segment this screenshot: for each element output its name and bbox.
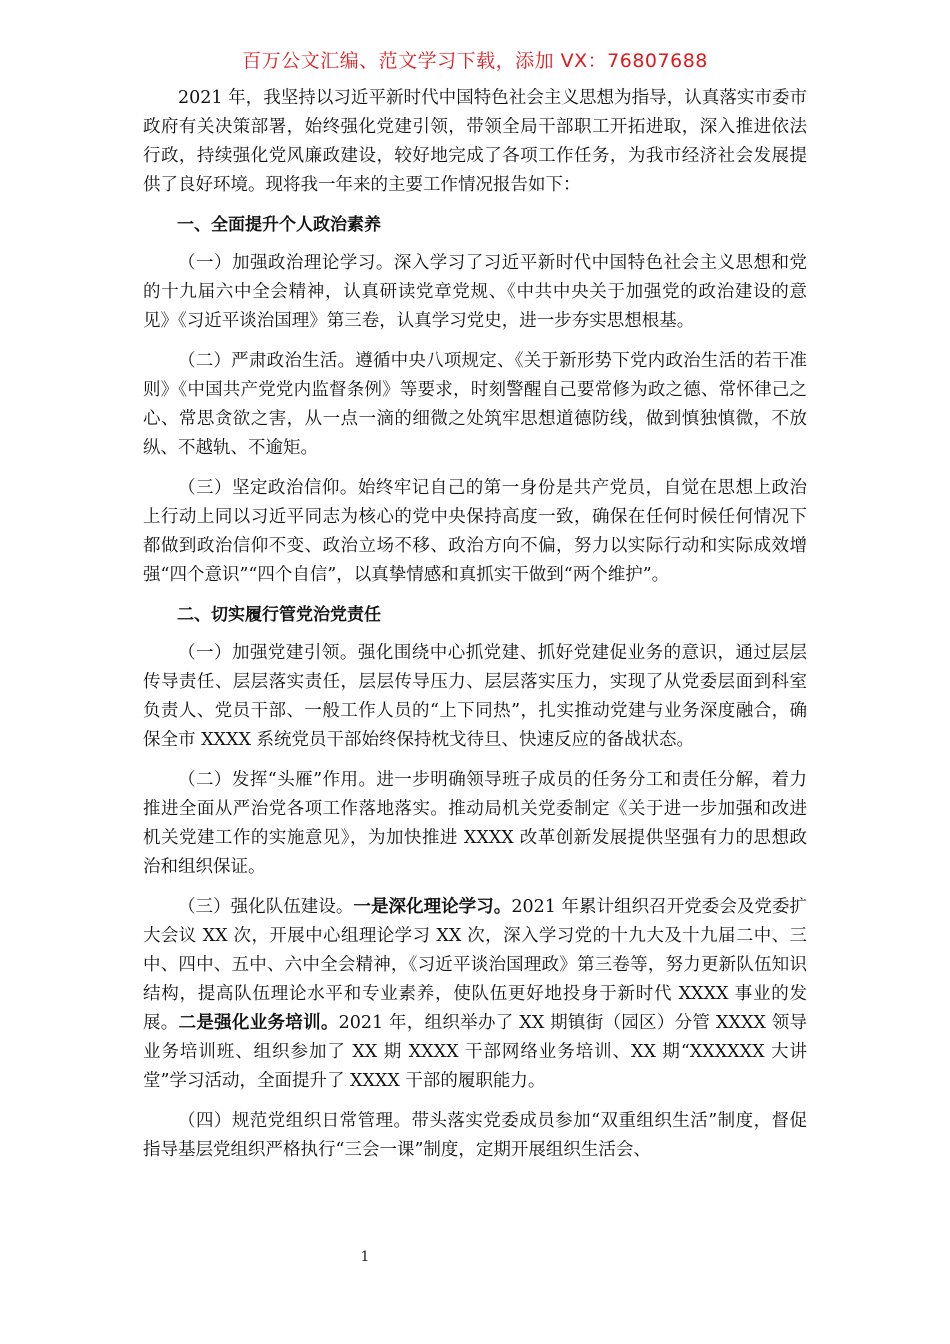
bold-point-2: 二是强化业务培训。 bbox=[178, 1013, 339, 1033]
section-2-paragraph-3 bbox=[143, 893, 807, 1096]
section-1-heading: 一、全面提升个人政治素养 bbox=[177, 215, 381, 235]
page-number: 1 bbox=[360, 1249, 370, 1265]
section-2-paragraph-4: （四）规范党组织日常管理。带头落实党委成员参加“双重组织生活”制度，督促指导基层党组织严格执行“三会一课”制度，定期开展组织生活会、 bbox=[143, 1111, 807, 1160]
paragraph-tail: 2021 年，组织举办了 XX 期镇街（园区）分管 XXXX 领导业务培训班、组织参加了 XX 期 XXXX 干部网络业务培训、XX 期“XXXXXX 大讲堂”学习活动，全面提升了 XXXX 干部的履职能力。 bbox=[143, 1013, 808, 1091]
section-2-heading: 二、切实履行管党治党责任 bbox=[177, 605, 381, 625]
document-body bbox=[143, 84, 807, 1176]
section-1-paragraph-1: （一）加强政治理论学习。深入学习了习近平新时代中国特色社会主义思想和党的十九届六中全会精神，认真研读党章党规、《中共中央关于加强党的政治建设的意见》《习近平谈治国理》第三卷，认真学习党史，进一步夯实思想根基。 bbox=[143, 253, 807, 331]
paragraph-middle: 2021 年累计组织召开党委会及党委扩大会议 XX 次，开展中心组理论学习 XX 次，深入学习党的十九大及十九届二中、三中、四中、五中、六中全会精神，《习近平谈治国理政》第三卷等，努力更新队伍知识结构，提高队伍理论水平和专业素养，使队伍更好地投身于新时代 XXXX 事业的发展。 bbox=[143, 897, 808, 1033]
section-2-paragraph-2: （二）发挥“头雁”作用。进一步明确领导班子成员的任务分工和责任分解，着力推进全面从严治党各项工作落地落实。推动局机关党委制定《关于进一步加强和改进机关党建工作的实施意见》，为加快推进 XXXX 改革创新发展提供坚强有力的思想政治和组织保证。 bbox=[143, 770, 807, 877]
section-1-paragraph-2: （二）严肃政治生活。遵循中央八项规定、《关于新形势下党内政治生活的若干准则》《中国共产党党内监督条例》等要求，时刻警醒自己要常修为政之德、常怀律己之心、常思贪欲之害，从一点一滴的细微之处筑牢思想道德防线，做到慎独慎微，不放纵、不越轨、不逾矩。 bbox=[143, 351, 807, 458]
paragraph-lead: （三）强化队伍建设。 bbox=[178, 897, 354, 917]
intro-paragraph: 2021 年，我坚持以习近平新时代中国特色社会主义思想为指导，认真落实市委市政府有关决策部署，始终强化党建引领，带领全局干部职工开拓进取，深入推进依法行政，持续强化党风廉政建设，较好地完成了各项工作任务，为我市经济社会发展提供了良好环境。现将我一年来的主要工作情况报告如下： bbox=[143, 88, 807, 195]
header-banner: 百万公文汇编、范文学习下载，添加 VX：76807688 bbox=[242, 50, 708, 72]
section-1-paragraph-3: （三）坚定政治信仰。始终牢记自己的第一身份是共产党员，自觉在思想上政治上行动上同以习近平同志为核心的党中央保持高度一致，确保在任何时候任何情况下都做到政治信仰不变、政治立场不移、政治方向不偏，努力以实际行动和实际成效增强“四个意识”“四个自信”，以真挚情感和真抓实干做到“两个维护”。 bbox=[143, 478, 807, 585]
section-2-paragraph-1: （一）加强党建引领。强化围绕中心抓党建、抓好党建促业务的意识，通过层层传导责任、层层落实责任，层层传导压力、层层落实压力，实现了从党委层面到科室负责人、党员干部、一般工作人员的“上下同热”，扎实推动党建与业务深度融合，确保全市 XXXX 系统党员干部始终保持枕戈待旦、快速反应的备战状态。 bbox=[143, 643, 807, 750]
bold-point-1: 一是深化理论学习。 bbox=[353, 897, 512, 917]
